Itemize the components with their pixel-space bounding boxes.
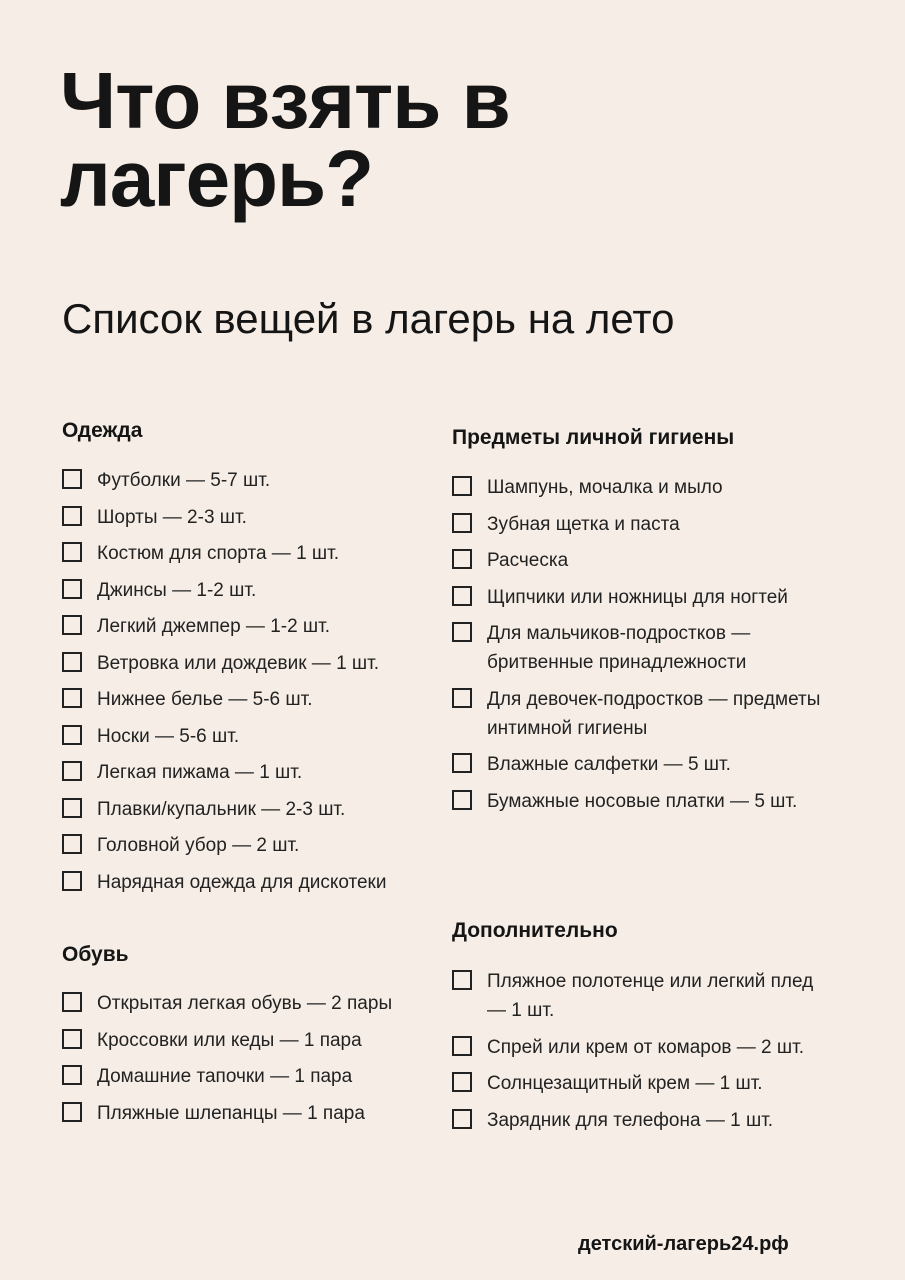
checkbox[interactable]: [452, 513, 472, 533]
checkbox[interactable]: [62, 579, 82, 599]
checklist-item-label: Кроссовки или кеды — 1 пара: [97, 1029, 362, 1051]
checkbox[interactable]: [452, 688, 472, 708]
checklist-item-label: Зарядник для телефона — 1 шт.: [487, 1109, 774, 1131]
checklist-item[interactable]: [62, 466, 442, 495]
checkbox[interactable]: [452, 476, 472, 496]
page-title: Что взять в лагерь?: [60, 56, 510, 223]
checklist-extra: [452, 967, 827, 1142]
checklist-item-label: Влажные салфетки — 5 шт.: [487, 754, 731, 775]
checklist-item-label: Нарядная одежда для дискотеки: [97, 871, 387, 893]
section-title-clothes: Одежда: [62, 419, 143, 442]
checklist-item[interactable]: [452, 787, 827, 816]
checklist-item[interactable]: [452, 546, 827, 575]
checkbox[interactable]: [452, 790, 472, 810]
checklist-item[interactable]: [62, 612, 442, 641]
checklist-item-label: Для девочек-подростков — предметы интимной гигиены: [487, 688, 821, 739]
checkbox[interactable]: [452, 1109, 472, 1129]
checklist-item-label: Зубная щетка и паста: [487, 513, 680, 535]
checklist-item-label: Домашние тапочки — 1 пара: [97, 1066, 353, 1087]
checklist-item[interactable]: [452, 967, 827, 1025]
checkbox[interactable]: [452, 586, 472, 606]
checkbox[interactable]: [62, 506, 82, 526]
checklist-item-label: Шорты — 2-3 шт.: [97, 506, 247, 528]
checklist-item-label: Расческа: [487, 550, 569, 571]
checklist-item[interactable]: [452, 1106, 827, 1135]
checklist-item[interactable]: [452, 619, 827, 677]
checkbox[interactable]: [62, 798, 82, 818]
checklist-item[interactable]: [452, 473, 827, 502]
checklist-item-label: Головной убор — 2 шт.: [97, 835, 300, 856]
section-title-extra: Дополнительно: [452, 919, 618, 942]
checklist-item[interactable]: [62, 539, 442, 568]
checklist-item[interactable]: [62, 1026, 442, 1055]
checklist-item[interactable]: [62, 868, 442, 897]
checklist-item-label: Ветровка или дождевик — 1 шт.: [97, 652, 380, 674]
checkbox[interactable]: [62, 834, 82, 854]
section-title-hygiene: Предметы личной гигиены: [452, 426, 735, 449]
checklist-item-label: Солнцезащитный крем — 1 шт.: [487, 1073, 763, 1094]
checklist-clothes: [62, 466, 442, 904]
checkbox[interactable]: [62, 652, 82, 672]
checkbox[interactable]: [62, 992, 82, 1012]
checklist-item[interactable]: [452, 685, 827, 743]
checkbox[interactable]: [62, 725, 82, 745]
checklist-item[interactable]: [62, 576, 442, 605]
checkbox[interactable]: [452, 1036, 472, 1056]
checklist-item-label: Открытая легкая обувь — 2 пары: [97, 993, 393, 1014]
checkbox[interactable]: [62, 615, 82, 635]
checkbox[interactable]: [452, 549, 472, 569]
checklist-item-label: Легкий джемпер — 1-2 шт.: [97, 616, 331, 637]
checklist-item-label: Пляжное полотенце или легкий плед — 1 шт.: [487, 971, 814, 1021]
checklist-item[interactable]: [452, 510, 827, 539]
checkbox[interactable]: [62, 871, 82, 891]
checklist-item[interactable]: [62, 831, 442, 860]
checklist-shoes: [62, 989, 442, 1135]
checkbox[interactable]: [62, 469, 82, 489]
checklist-item-label: Бумажные носовые платки — 5 шт.: [487, 790, 798, 812]
checklist-item[interactable]: [62, 685, 442, 714]
checklist-item-label: Футболки — 5-7 шт.: [97, 470, 271, 491]
checklist-item[interactable]: [62, 503, 442, 532]
checkbox[interactable]: [62, 1029, 82, 1049]
checklist-item-label: Пляжные шлепанцы — 1 пара: [97, 1102, 365, 1124]
checkbox[interactable]: [452, 1072, 472, 1092]
checklist-item[interactable]: [452, 1033, 827, 1062]
checklist-item-label: Шампунь, мочалка и мыло: [487, 477, 723, 498]
checkbox[interactable]: [62, 761, 82, 781]
checklist-item-label: Носки — 5-6 шт.: [97, 725, 240, 747]
checkbox[interactable]: [62, 688, 82, 708]
checklist-item[interactable]: [62, 1099, 442, 1128]
checklist-item[interactable]: [62, 649, 442, 678]
checkbox[interactable]: [452, 622, 472, 642]
checkbox[interactable]: [62, 542, 82, 562]
checkbox[interactable]: [62, 1102, 82, 1122]
checklist-item-label: Спрей или крем от комаров — 2 шт.: [487, 1036, 805, 1058]
checkbox[interactable]: [452, 970, 472, 990]
checklist-item-label: Костюм для спорта — 1 шт.: [97, 543, 340, 564]
checklist-hygiene: [452, 473, 827, 823]
page-subtitle: Список вещей в лагерь на лето: [62, 295, 675, 342]
site-url: детский-лагерь24.рф: [578, 1233, 789, 1255]
checklist-item-label: Щипчики или ножницы для ногтей: [487, 586, 788, 608]
checklist-item-label: Плавки/купальник — 2-3 шт.: [97, 798, 346, 820]
checklist-item[interactable]: [62, 758, 442, 787]
checklist-item[interactable]: [62, 795, 442, 824]
checklist-item[interactable]: [62, 722, 442, 751]
checklist-item-label: Нижнее белье — 5-6 шт.: [97, 689, 313, 710]
checklist-item[interactable]: [62, 1062, 442, 1091]
checklist-item[interactable]: [452, 583, 827, 612]
checklist-item-label: Для мальчиков-подростков — бритвенные принадлежности: [487, 623, 751, 673]
checkbox[interactable]: [452, 753, 472, 773]
checklist-item-label: Легкая пижама — 1 шт.: [97, 762, 303, 783]
checklist-item[interactable]: [452, 750, 827, 779]
checklist-item[interactable]: [62, 989, 442, 1018]
checklist-item-label: Джинсы — 1-2 шт.: [97, 579, 257, 601]
section-title-shoes: Обувь: [62, 943, 129, 966]
checklist-item[interactable]: [452, 1069, 827, 1098]
checkbox[interactable]: [62, 1065, 82, 1085]
